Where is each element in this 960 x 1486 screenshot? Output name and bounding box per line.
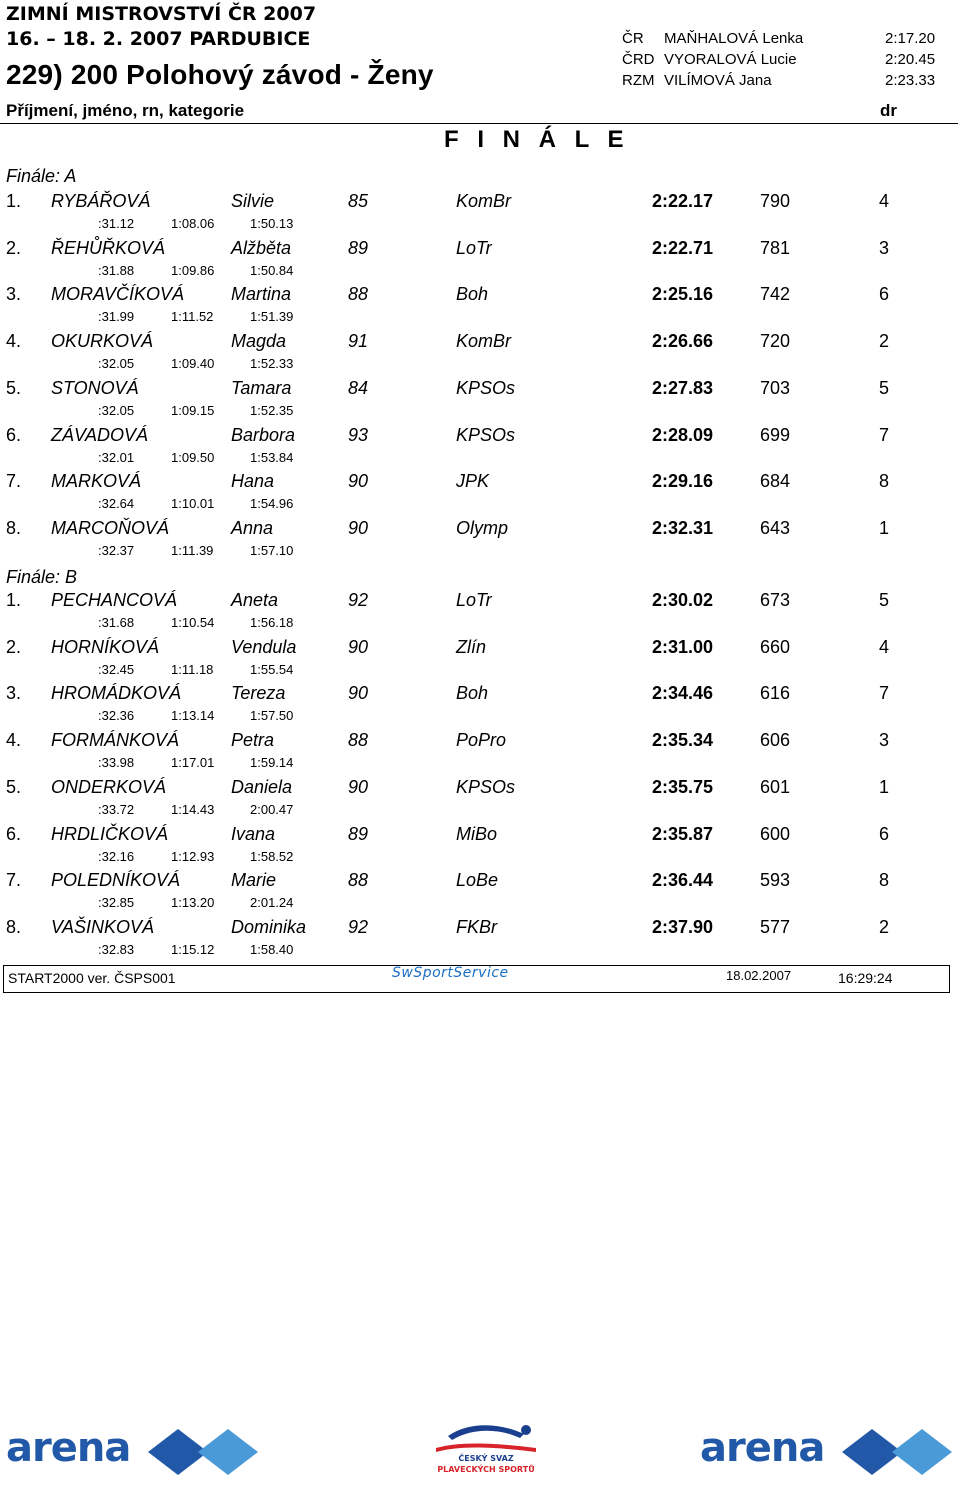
result-surname: HROMÁDKOVÁ (51, 683, 182, 704)
split-time: 2:00.47 (250, 801, 294, 817)
sponsor-logo: SwSportService (392, 965, 509, 981)
split-time: :32.16 (98, 848, 135, 864)
result-points: 703 (760, 377, 791, 398)
result-birth-year: 88 (348, 730, 369, 751)
result-points: 601 (760, 776, 791, 797)
result-club: Boh (456, 284, 489, 305)
result-birth-year: 88 (348, 284, 369, 305)
csps-logo (428, 1420, 544, 1482)
split-time: 1:17.01 (171, 755, 215, 771)
split-time: 1:52.35 (250, 402, 294, 418)
result-row (0, 590, 960, 636)
result-first-name: Dominika (231, 916, 307, 937)
arena-logo-left (6, 1425, 130, 1471)
result-time: 2:37.90 (652, 916, 714, 937)
result-birth-year: 90 (348, 517, 369, 538)
result-club: KPSOs (456, 424, 516, 445)
championship-dates: 16. – 18. 2. 2007 PARDUBICE (6, 28, 311, 50)
result-birth-year: 90 (348, 471, 369, 492)
result-points: 790 (760, 191, 791, 211)
result-row (0, 191, 960, 237)
split-time: 1:09.15 (171, 402, 215, 418)
split-time: 1:14.43 (171, 801, 215, 817)
result-surname: MORAVČÍKOVÁ (51, 284, 185, 305)
result-place: 8. (6, 916, 22, 937)
result-club: LoTr (456, 237, 492, 258)
result-first-name: Ivana (231, 823, 276, 844)
split-time: 1:10.54 (171, 615, 215, 630)
result-surname: RYBÁŘOVÁ (51, 191, 151, 211)
split-time: 1:51.39 (250, 309, 294, 325)
record-type: ČRD (622, 51, 655, 68)
result-first-name: Aneta (231, 590, 279, 610)
result-birth-year: 90 (348, 636, 369, 657)
result-surname: HRDLIČKOVÁ (51, 823, 169, 844)
result-row (0, 917, 960, 963)
result-time: 2:28.09 (652, 424, 714, 445)
result-points: 600 (760, 823, 791, 844)
column-header-left: Příjmení, jméno, rn, kategorie (6, 101, 245, 120)
arena-logo-right (700, 1425, 824, 1471)
arena-wordmark: arena (700, 1425, 825, 1471)
split-time: :33.72 (98, 801, 135, 817)
result-club: KomBr (456, 331, 512, 352)
result-club: JPK (456, 471, 490, 492)
result-first-name: Petra (231, 730, 275, 751)
result-row (0, 824, 960, 870)
split-time: 1:58.40 (250, 941, 294, 957)
result-time: 2:29.16 (652, 471, 714, 492)
result-place: 3. (6, 683, 22, 704)
result-time: 2:27.83 (652, 377, 714, 398)
result-birth-year: 91 (348, 331, 369, 352)
column-header-right: dr (880, 101, 897, 120)
split-time: 1:15.12 (171, 941, 215, 957)
split-time: 1:09.40 (171, 356, 215, 372)
result-lane: 8 (879, 471, 890, 492)
result-points: 643 (760, 517, 791, 538)
result-points: 684 (760, 471, 791, 492)
result-time: 2:35.87 (652, 823, 714, 844)
result-birth-year: 88 (348, 870, 369, 891)
result-surname: ONDERKOVÁ (51, 776, 167, 797)
result-first-name: Alžběta (231, 237, 292, 258)
split-time: 1:11.52 (171, 309, 214, 325)
result-place: 1. (6, 191, 22, 211)
result-row (0, 518, 960, 564)
result-place: 7. (6, 471, 22, 492)
record-type: RZM (622, 72, 655, 89)
result-lane: 7 (879, 683, 890, 704)
footer-bar (3, 965, 950, 993)
record-time: 2:23.33 (885, 72, 936, 89)
split-time: :32.45 (98, 661, 135, 677)
result-club: KPSOs (456, 776, 516, 797)
software-version: START2000 ver. ČSPS001 (8, 970, 176, 986)
result-surname: HORNÍKOVÁ (51, 636, 160, 657)
result-first-name: Silvie (231, 191, 275, 211)
result-surname: OKURKOVÁ (51, 331, 154, 352)
round-title: F I N Á L E (444, 126, 630, 153)
result-place: 2. (6, 636, 22, 657)
result-place: 8. (6, 517, 22, 538)
result-birth-year: 92 (348, 916, 369, 937)
result-place: 7. (6, 870, 22, 891)
result-lane: 2 (879, 916, 890, 937)
result-club: Boh (456, 683, 489, 704)
result-row (0, 870, 960, 916)
result-time: 2:31.00 (652, 636, 714, 657)
split-time: :31.88 (98, 262, 135, 278)
split-time: 1:09.86 (171, 262, 215, 278)
result-place: 6. (6, 823, 22, 844)
result-time: 2:34.46 (652, 683, 714, 704)
result-points: 781 (760, 237, 791, 258)
split-time: :32.83 (98, 941, 135, 957)
result-place: 4. (6, 331, 22, 352)
result-lane: 5 (879, 377, 890, 398)
result-first-name: Tamara (231, 377, 292, 398)
result-time: 2:35.75 (652, 776, 714, 797)
result-points: 660 (760, 636, 791, 657)
result-first-name: Daniela (231, 776, 293, 797)
result-birth-year: 89 (348, 823, 369, 844)
result-row (0, 730, 960, 776)
split-time: 1:53.84 (250, 449, 294, 465)
split-time: :32.05 (98, 402, 135, 418)
result-birth-year: 89 (348, 237, 369, 258)
split-time: :33.98 (98, 755, 135, 771)
result-surname: PECHANCOVÁ (51, 590, 178, 610)
result-birth-year: 84 (348, 377, 369, 398)
result-points: 720 (760, 331, 791, 352)
split-time: 1:50.13 (250, 216, 294, 231)
result-surname: MARKOVÁ (51, 471, 142, 492)
result-first-name: Anna (231, 517, 274, 538)
result-first-name: Tereza (231, 683, 286, 704)
split-time: 1:57.10 (250, 542, 294, 558)
result-time: 2:30.02 (652, 590, 714, 610)
result-lane: 1 (879, 776, 890, 797)
result-place: 1. (6, 590, 22, 610)
result-place: 4. (6, 730, 22, 751)
split-time: 1:08.06 (171, 216, 215, 231)
header-divider (0, 123, 958, 124)
csps-line2: PLAVECKÝCH SPORTŮ (437, 1465, 535, 1474)
result-first-name: Hana (231, 471, 275, 492)
result-row (0, 284, 960, 330)
championship-title: ZIMNÍ MISTROVSTVÍ ČR 2007 (6, 3, 317, 25)
split-time: :32.64 (98, 496, 135, 512)
result-time: 2:26.66 (652, 331, 714, 352)
result-surname: VAŠINKOVÁ (51, 916, 155, 937)
event-title: 229) 200 Polohový závod - Ženy (6, 59, 434, 90)
record-time: 2:17.20 (885, 30, 936, 47)
result-first-name: Barbora (231, 424, 296, 445)
result-club: LoTr (456, 590, 492, 610)
result-row (0, 471, 960, 517)
result-first-name: Martina (231, 284, 292, 305)
split-time: 1:52.33 (250, 356, 294, 372)
result-surname: FORMÁNKOVÁ (51, 730, 180, 751)
result-club: FKBr (456, 916, 498, 937)
result-points: 593 (760, 870, 791, 891)
result-time: 2:22.17 (652, 191, 714, 211)
record-time: 2:20.45 (885, 51, 936, 68)
result-surname: MARCOŇOVÁ (51, 517, 170, 538)
result-points: 616 (760, 683, 791, 704)
split-time: :32.01 (98, 449, 135, 465)
result-surname: STONOVÁ (51, 377, 139, 398)
record-type: ČR (622, 30, 644, 47)
result-club: PoPro (456, 730, 507, 751)
result-time: 2:36.44 (652, 870, 714, 891)
result-place: 6. (6, 424, 22, 445)
result-row (0, 331, 960, 377)
split-time: 1:58.52 (250, 848, 294, 864)
result-row (0, 378, 960, 424)
arena-wordmark: arena (6, 1425, 131, 1471)
result-first-name: Vendula (231, 636, 297, 657)
result-lane: 5 (879, 590, 890, 610)
result-lane: 1 (879, 517, 890, 538)
result-surname: POLEDNÍKOVÁ (51, 870, 181, 891)
result-lane: 6 (879, 823, 890, 844)
result-place: 3. (6, 284, 22, 305)
record-holder: VILÍMOVÁ Jana (664, 72, 772, 89)
result-place: 5. (6, 776, 22, 797)
result-time: 2:32.31 (652, 517, 714, 538)
split-time: 1:11.18 (171, 661, 214, 677)
split-time: :32.05 (98, 356, 135, 372)
result-points: 673 (760, 590, 791, 610)
result-club: LoBe (456, 870, 499, 891)
split-time: 1:13.14 (171, 708, 215, 724)
split-time: :31.12 (98, 216, 135, 231)
split-time: 1:57.50 (250, 708, 294, 724)
result-birth-year: 93 (348, 424, 369, 445)
split-time: 1:50.84 (250, 262, 294, 278)
final-a-label: Finále: A (6, 166, 77, 186)
arena-diamond-icon (842, 1427, 952, 1477)
result-points: 699 (760, 424, 791, 445)
result-points: 742 (760, 284, 791, 305)
split-time: :32.37 (98, 542, 135, 558)
result-lane: 6 (879, 284, 890, 305)
result-lane: 7 (879, 424, 890, 445)
footer-date: 18.02.2007 (726, 968, 792, 983)
result-points: 577 (760, 916, 791, 937)
result-first-name: Magda (231, 331, 287, 352)
arena-diamond-icon (148, 1427, 258, 1477)
result-row (0, 238, 960, 284)
result-row (0, 683, 960, 729)
footer-time: 16:29:24 (838, 970, 893, 986)
result-lane: 8 (879, 870, 890, 891)
result-row (0, 777, 960, 823)
result-row (0, 637, 960, 683)
result-club: KPSOs (456, 377, 516, 398)
split-time: 1:13.20 (171, 895, 215, 911)
result-lane: 4 (879, 191, 890, 211)
split-time: 1:55.54 (250, 661, 294, 677)
result-lane: 3 (879, 237, 890, 258)
swimmer-icon (428, 1420, 544, 1454)
split-time: 1:11.39 (171, 542, 214, 558)
result-club: Olymp (456, 517, 509, 538)
final-b-label: Finále: B (6, 567, 78, 587)
split-time: :32.36 (98, 708, 135, 724)
result-place: 5. (6, 377, 22, 398)
split-time: 1:59.14 (250, 755, 294, 771)
result-club: KomBr (456, 191, 512, 211)
split-time: 1:56.18 (250, 615, 294, 630)
split-time: 1:10.01 (171, 496, 215, 512)
result-time: 2:22.71 (652, 237, 714, 258)
record-holder: MAŇHALOVÁ Lenka (664, 30, 804, 47)
split-time: :32.85 (98, 895, 135, 911)
record-holder: VYORALOVÁ Lucie (664, 51, 797, 68)
result-points: 606 (760, 730, 791, 751)
split-time: 2:01.24 (250, 895, 294, 911)
result-birth-year: 90 (348, 683, 369, 704)
split-time: :31.68 (98, 615, 135, 630)
result-row (0, 425, 960, 471)
result-time: 2:25.16 (652, 284, 714, 305)
result-club: Zlín (456, 636, 487, 657)
split-time: :31.99 (98, 309, 135, 325)
split-time: 1:09.50 (171, 449, 215, 465)
result-first-name: Marie (231, 870, 277, 891)
result-surname: ŘEHŮŘKOVÁ (51, 237, 166, 258)
result-lane: 3 (879, 730, 890, 751)
result-place: 2. (6, 237, 22, 258)
result-time: 2:35.34 (652, 730, 714, 751)
result-surname: ZÁVADOVÁ (51, 424, 149, 445)
csps-line1: ČESKÝ SVAZ (458, 1454, 514, 1463)
result-club: MiBo (456, 823, 498, 844)
result-birth-year: 90 (348, 776, 369, 797)
result-birth-year: 92 (348, 590, 369, 610)
result-lane: 2 (879, 331, 890, 352)
split-time: 1:54.96 (250, 496, 294, 512)
result-lane: 4 (879, 636, 890, 657)
result-birth-year: 85 (348, 191, 369, 211)
split-time: 1:12.93 (171, 848, 215, 864)
